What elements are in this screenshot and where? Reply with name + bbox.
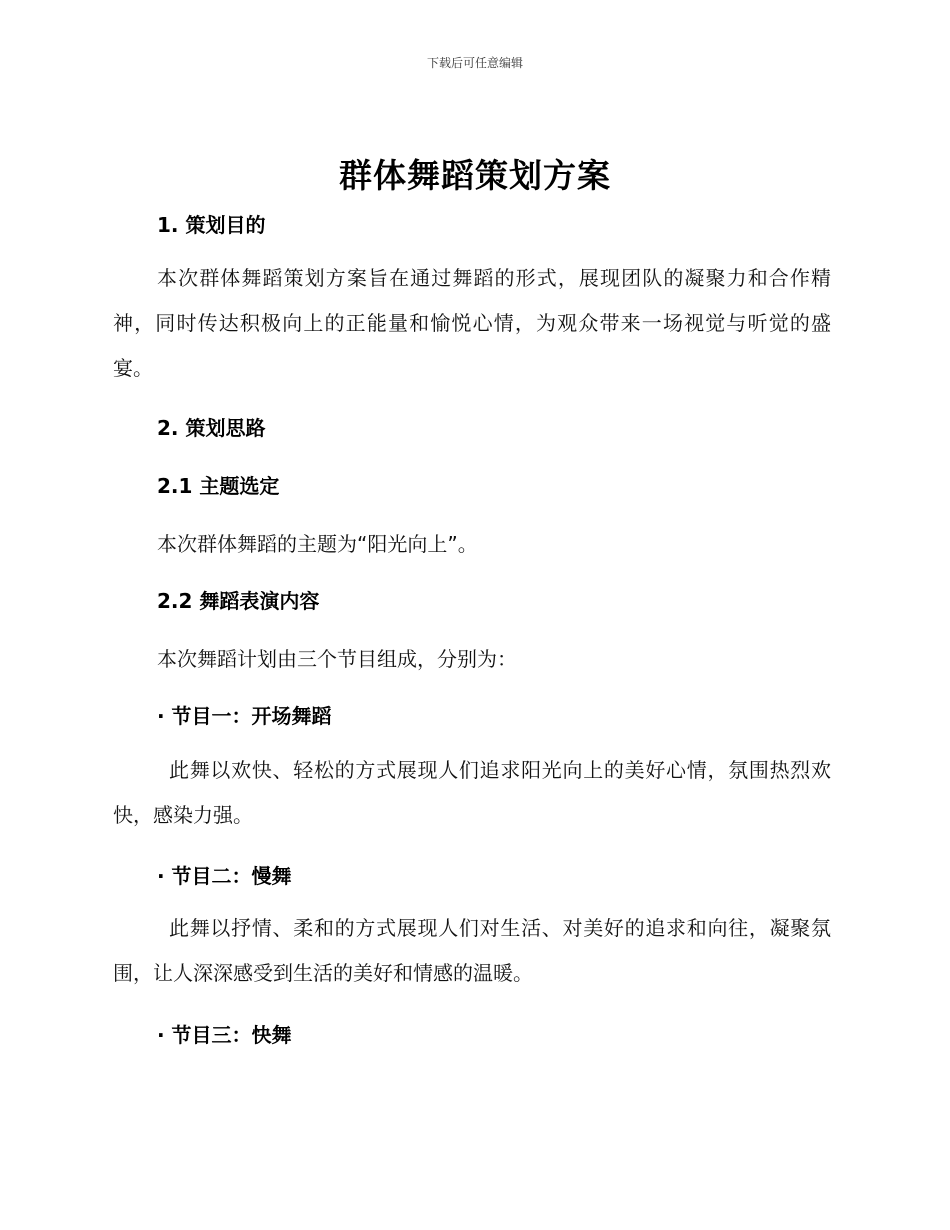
program-heading: · 节目二：慢舞 bbox=[157, 864, 292, 888]
subsection-heading: 2.2 舞蹈表演内容 bbox=[157, 589, 320, 613]
section-heading: 1. 策划目的 bbox=[157, 213, 266, 237]
program-2-heading bbox=[113, 860, 831, 889]
program-2-body bbox=[113, 906, 831, 996]
paragraph: 本次舞蹈计划由三个节目组成，分别为： bbox=[157, 647, 517, 671]
subsection-heading: 2.1 主题选定 bbox=[157, 474, 280, 498]
program-heading: · 节目一：开场舞蹈 bbox=[157, 704, 332, 728]
paragraph: 此舞以抒情、柔和的方式展现人们对生活、对美好的追求和向往，凝聚氛围，让人深深感受到生活的美好和情感的温暖。 bbox=[113, 916, 831, 985]
subsection-content-intro bbox=[113, 643, 831, 672]
paragraph: 此舞以欢快、轻松的方式展现人们追求阳光向上的美好心情，氛围热烈欢快，感染力强。 bbox=[113, 758, 831, 827]
paragraph: 本次群体舞蹈的主题为“阳光向上”。 bbox=[157, 532, 478, 556]
section-approach-heading bbox=[113, 412, 831, 441]
subsection-theme-heading bbox=[113, 470, 831, 499]
program-1-heading bbox=[113, 700, 831, 729]
program-3-heading bbox=[113, 1019, 831, 1048]
subsection-theme-body bbox=[113, 528, 831, 557]
subsection-content-heading bbox=[113, 585, 831, 614]
page-header-note: 下载后可任意编辑 bbox=[426, 56, 523, 70]
section-purpose-body bbox=[113, 256, 831, 391]
section-heading: 2. 策划思路 bbox=[157, 416, 266, 440]
paragraph: 本次群体舞蹈策划方案旨在通过舞蹈的形式，展现团队的凝聚力和合作精神，同时传达积极向上的正能量和愉悦心情，为观众带来一场视觉与听觉的盛宴。 bbox=[113, 266, 831, 380]
section-purpose-heading bbox=[113, 209, 831, 238]
document-title: 群体舞蹈策划方案 bbox=[339, 156, 611, 195]
program-1-body bbox=[113, 748, 831, 838]
program-heading: · 节目三：快舞 bbox=[157, 1023, 292, 1047]
